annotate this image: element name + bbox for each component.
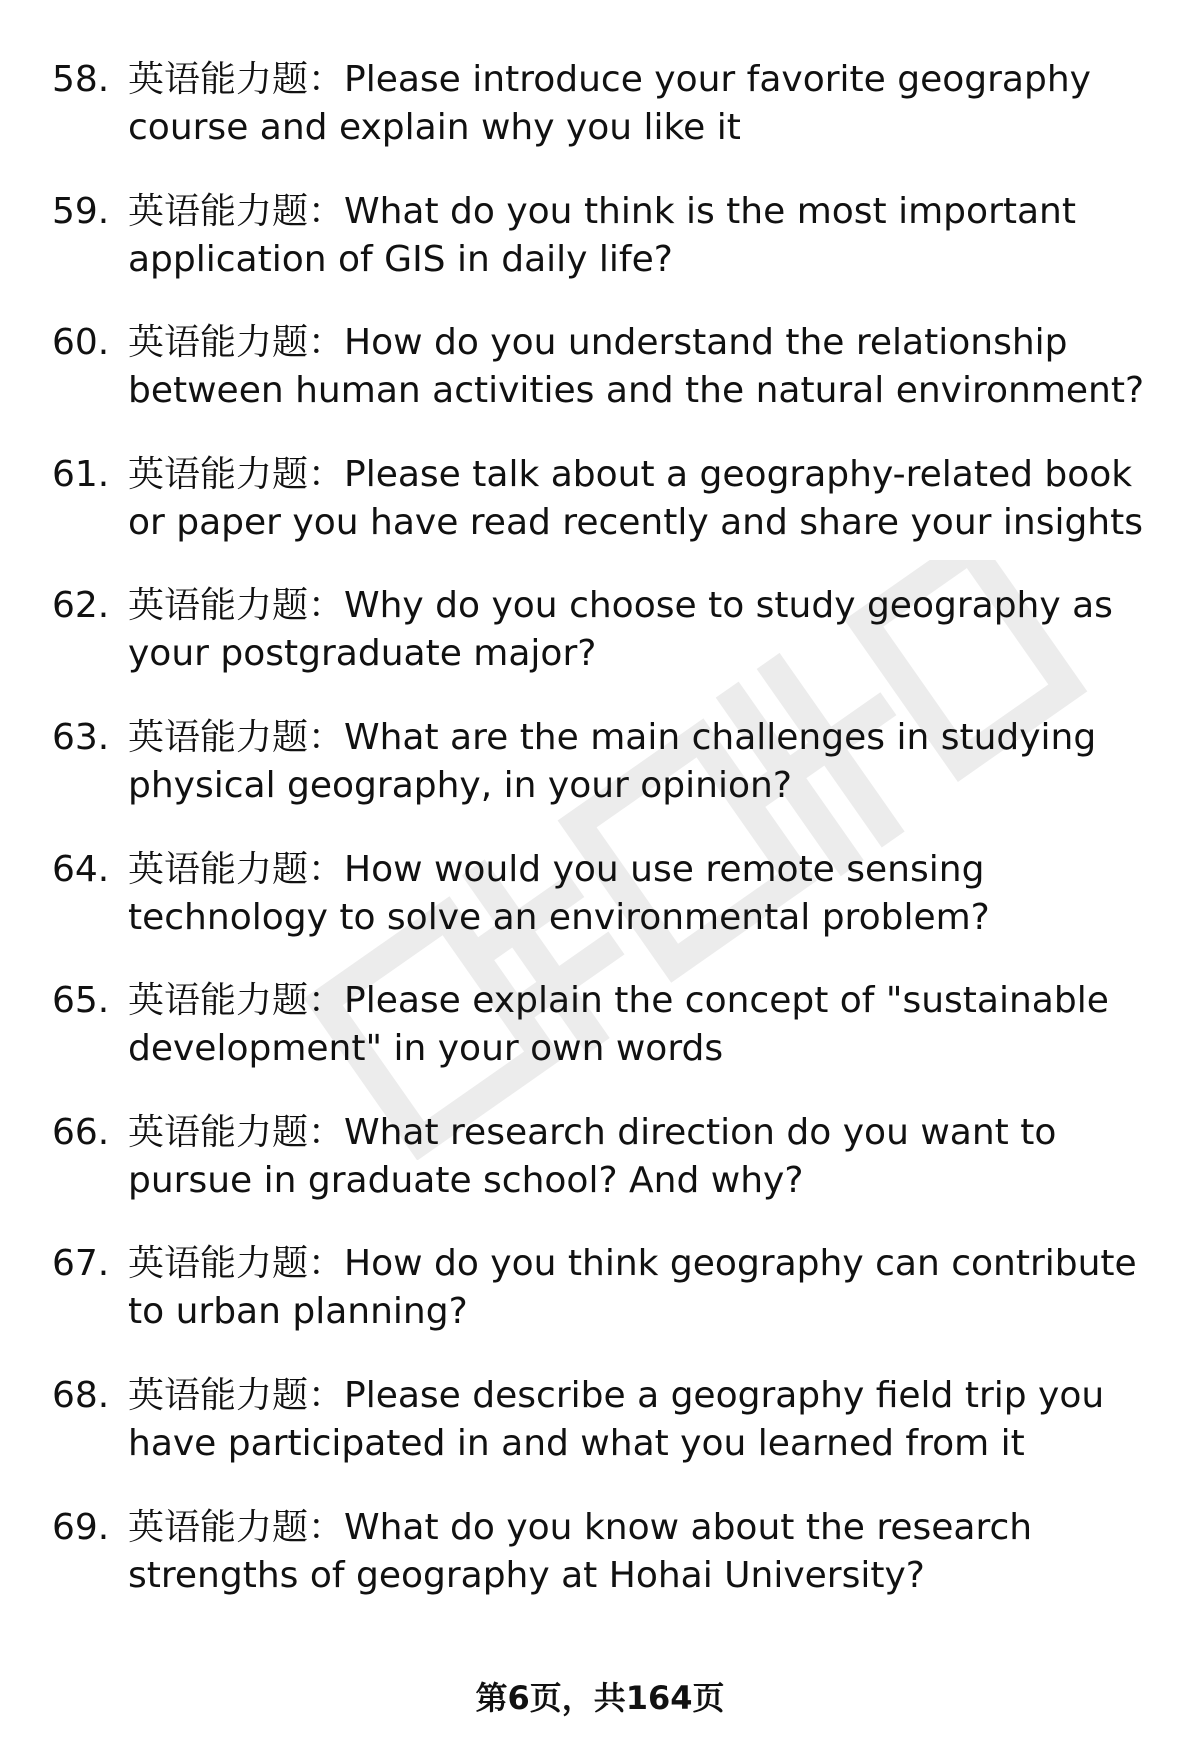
question-number: 62. — [52, 585, 110, 627]
question-text: 英语能力题：Why do you choose to study geography as your postgraduate major? — [128, 585, 1113, 675]
question-item — [0, 1504, 1200, 1636]
question-item — [0, 1109, 1200, 1241]
question-item — [0, 1372, 1200, 1504]
question-text: 英语能力题：How do you think geography can contribute to urban planning? — [128, 1243, 1137, 1333]
question-text: 英语能力题：Please introduce your favorite geography course and explain why you like it — [128, 59, 1091, 148]
question-text: 英语能力题：How would you use remote sensing technology to solve an environmental problem? — [128, 848, 990, 938]
question-number: 63. — [52, 716, 110, 758]
question-item — [0, 582, 1200, 714]
question-number: 66. — [52, 1111, 110, 1153]
question-text: 英语能力题：How do you understand the relationship between human activities and the natural environment? — [128, 322, 1145, 412]
question-number: 67. — [52, 1243, 110, 1285]
question-item — [0, 714, 1200, 846]
question-item — [0, 188, 1200, 320]
question-item — [0, 1240, 1200, 1372]
question-item — [0, 319, 1200, 451]
question-item — [0, 56, 1200, 188]
question-text: 英语能力题：Please explain the concept of "sustainable development" in your own words — [128, 980, 1109, 1070]
question-text: 英语能力题：What are the main challenges in studying physical geography, in your opinion? — [128, 716, 1097, 806]
question-item — [0, 846, 1200, 978]
question-list — [0, 56, 1200, 1635]
question-item — [0, 451, 1200, 583]
question-item — [0, 977, 1200, 1109]
question-text: 英语能力题：What do you think is the most important application of GIS in daily life? — [128, 190, 1076, 280]
page-number-footer: 第6页，共164页 — [475, 1679, 725, 1717]
question-number: 68. — [52, 1374, 110, 1416]
question-number: 61. — [52, 453, 110, 495]
question-number: 69. — [52, 1506, 110, 1548]
question-number: 60. — [52, 322, 110, 364]
question-number: 58. — [52, 59, 110, 100]
question-text: 英语能力题：What research direction do you want to pursue in graduate school? And why? — [128, 1111, 1057, 1201]
question-text: 英语能力题：What do you know about the research strengths of geography at Hohai University? — [128, 1506, 1033, 1596]
question-text: 英语能力题：Please talk about a geography-related book or paper you have read recently and share your insights — [128, 453, 1143, 543]
question-text: 英语能力题：Please describe a geography field trip you have participated in and what you learned from it — [128, 1374, 1105, 1464]
question-number: 65. — [52, 980, 110, 1022]
question-number: 64. — [52, 848, 110, 890]
question-number: 59. — [52, 190, 110, 232]
